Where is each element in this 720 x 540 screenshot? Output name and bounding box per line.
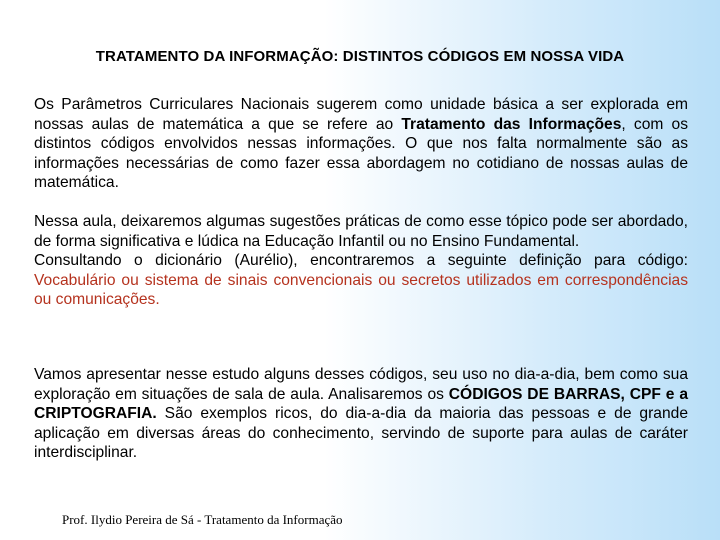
paragraph-definition — [34, 212, 688, 310]
paragraph-topics — [34, 365, 688, 463]
paragraph-intro-emphasis: Tratamento das Informações — [401, 115, 622, 133]
paragraph-intro-text-end: , com os distintos códigos envolvidos nessas informações. O que nos falta normalmente são as informações necessárias de como fazer essa abordagem no cotidiano de nossas aulas de matemática. — [34, 115, 688, 191]
definition-quote: Vocabulário ou sistema de sinais convencionais ou secretos utilizados em correspondências ou comunicações. — [34, 271, 688, 308]
paragraph-definition-text: Nessa aula, deixaremos algumas sugestões práticas de como esse tópico pode ser abordado, de forma significativa e lúdica na Educação Infantil ou no Ensino Fundamental. — [34, 213, 688, 250]
slide-title: TRATAMENTO DA INFORMAÇÃO: DISTINTOS CÓDIGOS EM NOSSA VIDA — [95, 48, 625, 65]
paragraph-definition-lead: Consultando o dicionário (Aurélio), encontraremos a seguinte definição para código: — [34, 252, 688, 269]
paragraph-intro-text: Os Parâmetros Curriculares Nacionais sugerem como unidade básica a ser explorada em nossas aulas de matemática a que se refere ao — [34, 96, 688, 133]
paragraph-topics-text: Vamos apresentar nesse estudo alguns desses códigos, seu uso no dia-a-dia, bem como sua exploração em situações de sala de aula. Analisaremos os — [34, 366, 688, 403]
slide-footer: Prof. Ilydio Pereira de Sá - Tratamento da Informação — [62, 512, 343, 527]
paragraph-intro — [34, 95, 688, 193]
paragraph-topics-text-end: São exemplos ricos, do dia-a-dia da maioria das pessoas e de grande aplicação em diversas áreas do conhecimento, servindo de suporte para aulas de caráter interdisciplinar. — [34, 405, 688, 461]
topics-emphasis: CÓDIGOS DE BARRAS, CPF e a CRIPTOGRAFIA. — [34, 385, 688, 422]
